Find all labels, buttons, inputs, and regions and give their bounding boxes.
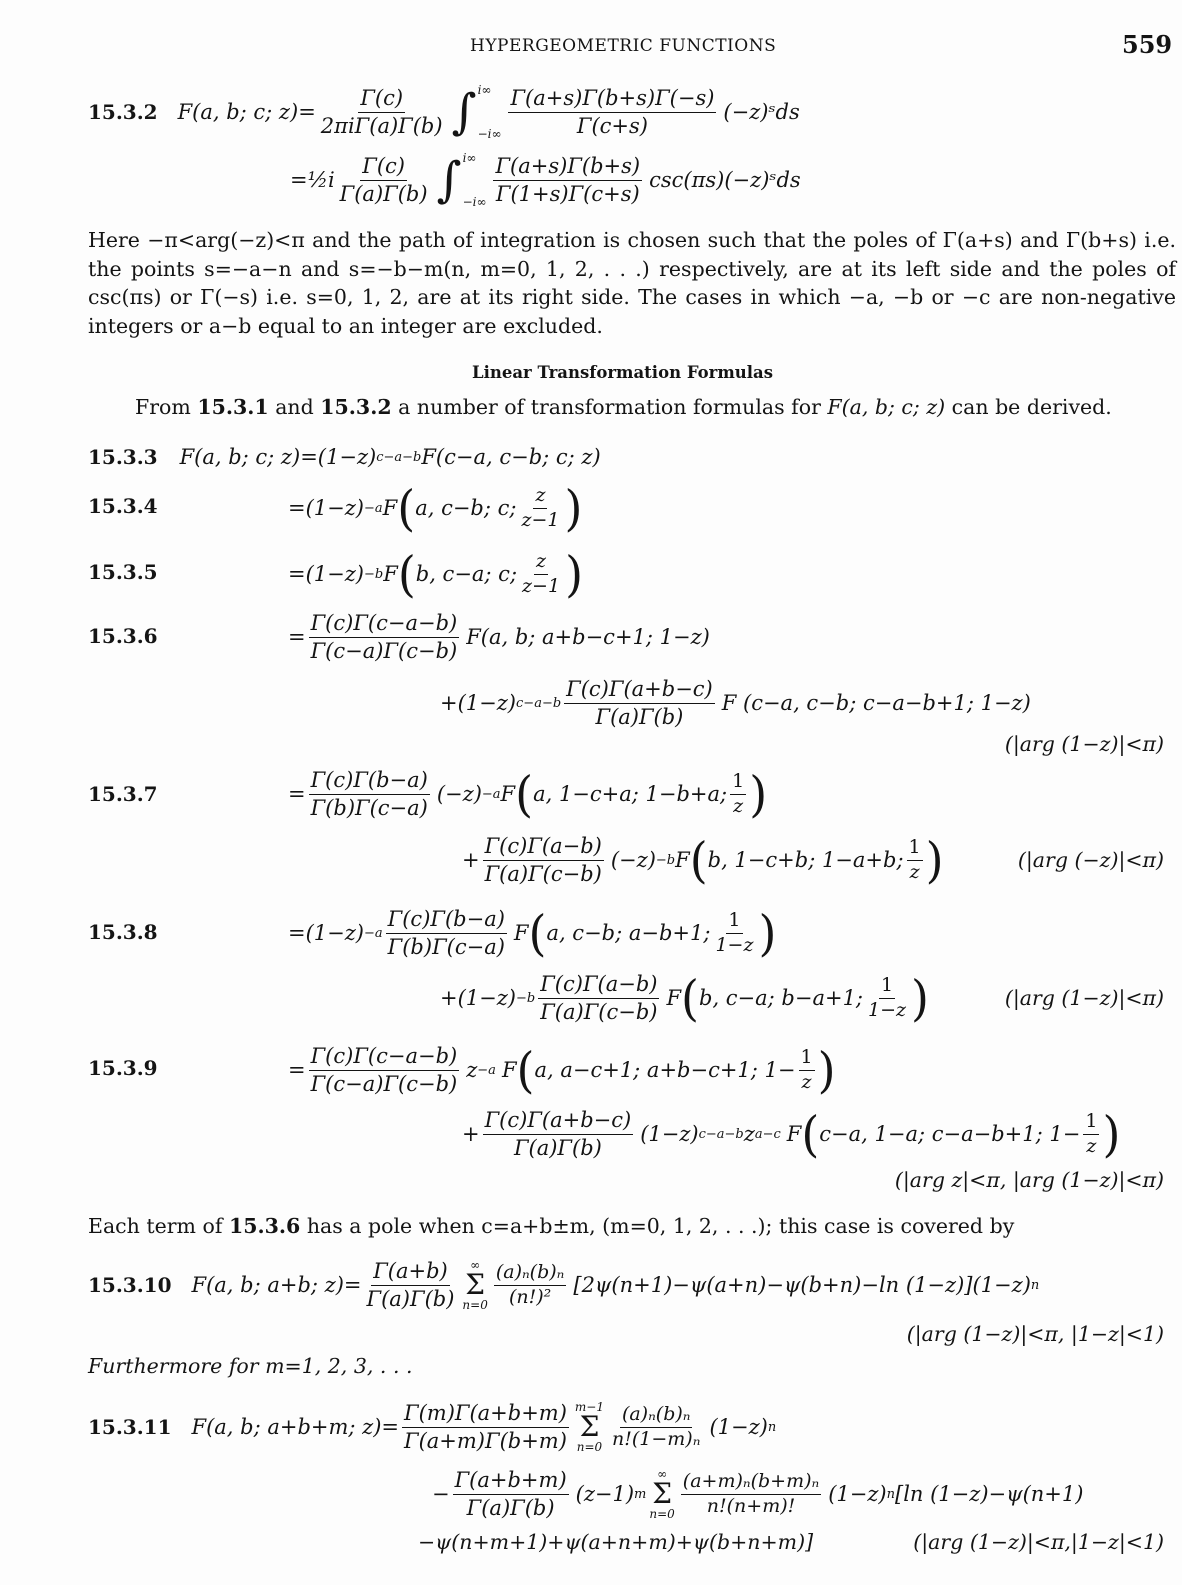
equation-15-3-8-line1: =(1−z) −a $\frac{\Gamma(c)\Gamma(b-a)}{\Gamma(b)\Gamma(c-a)}$ F ( a, c−b; a−b+1; $\frac{1}{1-z}$ )	[288, 904, 777, 962]
integral-sign-icon: ∫ i∞ −i∞	[451, 83, 502, 141]
series-term: $\frac{\text{(a)ₙ(b)ₙ}}{\text{n!(1−m)ₙ}}$	[612, 1402, 701, 1450]
gamma-ratio: $\frac{\Gamma(c)\Gamma(a-b)}{\Gamma(a)\Gamma(c-b)}$	[484, 834, 602, 886]
equation-number: 15.3.9	[88, 1056, 158, 1080]
series-term: $\frac{\text{(a+m)ₙ(b+m)ₙ}}{n!(n+m)!}$	[682, 1469, 820, 1517]
summation-icon: ∞ Σ n=0	[649, 1467, 675, 1521]
equation-15-3-4: =(1−z) −a F ( a, c−b; c; $\frac{z}{z-1}$ )	[288, 479, 583, 537]
argument-fraction: $\frac{1}{z}$	[732, 769, 745, 817]
equation-prefix: =½i	[290, 168, 335, 192]
equation-15-3-11-line2: − $\frac{\Gamma(a+b+m)}{\Gamma(a)\Gamma(b)}$ (z−1) m ∞ Σ n=0 $\frac{\text{(a+m)ₙ(b+m)ₙ}}{n!(n+m)!}$ (1−z) n [ln (1−z)−ψ(n+1)	[432, 1467, 1084, 1521]
gamma-ratio: $\frac{\Gamma(c)\Gamma(c-a-b)}{\Gamma(c-a)\Gamma(c-b)}$	[310, 1044, 458, 1096]
coefficient-fraction: $\frac{\Gamma(c)}{\Gamma(a)\Gamma(b)}$	[339, 154, 428, 206]
equation-number: 15.3.5	[88, 560, 158, 584]
series-term: $\frac{\text{(a)ₙ(b)ₙ}}{\text{(n!)²}}$	[495, 1260, 565, 1308]
exponent: c−a−b	[376, 449, 422, 465]
integrand-tail: csc(πs)(−z)ˢds	[649, 168, 801, 192]
integrand-fraction: $\frac{\Gamma(a+s)\Gamma(b+s)\Gamma(-s)}{\Gamma(c+s)}$	[510, 86, 715, 138]
integrand-tail: (−z)ˢds	[723, 100, 800, 124]
equation-15-3-6-line2: +(1−z) c−a−b $\frac{\Gamma(c)\Gamma(a+b-c)}{\Gamma(a)\Gamma(b)}$ F (c−a, c−b; c−a−b+1; 1−z)	[440, 677, 1031, 729]
paragraph-integration-path: Here −π<arg(−z)<π and the path of integration is chosen such that the poles of Γ(a+s) and Γ(b+s) i.e. the points s=−a−n and s=−b−m(n, m=0, 1, 2, . . .) respectively, are at its left side and the poles of csc(πs) or Γ(−s) i.e. s=0, 1, 2, are at its right side. The cases in which −a, −b or −c are non-negative integers or a−b equal to an integer are excluded.	[88, 228, 1176, 338]
equation-number: 15.3.6	[88, 624, 158, 648]
coefficient-fraction: $\frac{\Gamma(c)}{\text{2πiΓ(a)Γ(b)}}$	[320, 86, 443, 138]
equation-15-3-9-line1: = $\frac{\Gamma(c)\Gamma(c-a-b)}{\Gamma(c-a)\Gamma(c-b)}$ z −a F ( a, a−c+1; a+b−c+1; 1− $\frac{1}{z}$ )	[288, 1041, 836, 1099]
equation-rhs: =(1−z)	[300, 445, 377, 469]
gamma-ratio: $\frac{\Gamma(c)\Gamma(a+b-c)}{\Gamma(a)\Gamma(b)}$	[566, 677, 713, 729]
argument-fraction: $\frac{1}{1-z}$	[868, 973, 907, 1021]
equation-condition: (|arg (1−z)|<π)	[1004, 986, 1164, 1010]
summation-icon: ∞ Σ n=0	[462, 1258, 488, 1312]
section-title: Linear Transformation Formulas	[472, 363, 774, 382]
argument-fraction: $\frac{z}{z-1}$	[521, 483, 560, 531]
argument-fraction: $\frac{z}{z-1}$	[522, 549, 561, 597]
gamma-ratio: $\frac{\Gamma(a+b)}{\Gamma(a)\Gamma(b)}$	[366, 1259, 455, 1311]
argument-fraction: $\frac{1}{1-z}$	[715, 908, 754, 956]
integrand-fraction: $\frac{\Gamma(a+s)\Gamma(b+s)}{\Gamma(1+s)\Gamma(c+s)}$	[495, 154, 641, 206]
gamma-ratio: $\frac{\Gamma(c)\Gamma(a+b-c)}{\Gamma(a)\Gamma(b)}$	[484, 1108, 632, 1160]
equation-lhs: F(a, b; c; z)=	[177, 100, 316, 124]
equation-15-3-2-line2	[290, 148, 801, 212]
equation-number: 15.3.4	[88, 494, 158, 518]
gamma-ratio: $\frac{\Gamma(c)\Gamma(b-a)}{\Gamma(b)\Gamma(c-a)}$	[387, 907, 505, 959]
equation-tail: F(c−a, c−b; c; z)	[421, 445, 601, 469]
equation-condition: (|arg z|<π, |arg (1−z)|<π)	[894, 1168, 1164, 1192]
equation-15-3-11-line1: 15.3.11 F(a, b; a+b+m; z)= $\frac{\Gamma(m)\Gamma(a+b+m)}{\Gamma(a+m)\Gamma(b+m)}$ m−1 Σ n=0 $\frac{\text{(a)ₙ(b)ₙ}}{\text{n!(1−m)ₙ}}$ (1−z) n	[88, 1400, 777, 1454]
equation-number: 15.3.8	[88, 920, 158, 944]
equation-condition: (|arg (1−z)|<π)	[1004, 732, 1164, 756]
equation-15-3-7-line1: = $\frac{\Gamma(c)\Gamma(b-a)}{\Gamma(b)\Gamma(c-a)}$ (−z) −a F ( a, 1−c+a; 1−b+a; $\frac{1}{z}$ )	[288, 765, 768, 823]
paragraph-pole-case: Each term of 15.3.6 has a pole when c=a+b±m, (m=0, 1, 2, . . .); this case is covered by	[88, 1214, 1015, 1238]
equation-number: 15.3.11	[88, 1415, 172, 1439]
equation-condition: (|arg (−z)|<π)	[1017, 848, 1164, 872]
equation-15-3-8-line2: +(1−z) −b $\frac{\Gamma(c)\Gamma(a-b)}{\Gamma(a)\Gamma(c-b)}$ F ( b, c−a; b−a+1; $\frac{1}{1-z}$ )	[440, 969, 929, 1027]
equation-number: 15.3.7	[88, 782, 158, 806]
running-title: HYPERGEOMETRIC FUNCTIONS	[470, 36, 777, 56]
gamma-ratio: $\frac{\Gamma(c)\Gamma(b-a)}{\Gamma(b)\Gamma(c-a)}$	[310, 768, 428, 820]
gamma-ratio: $\frac{\Gamma(c)\Gamma(c-a-b)}{\Gamma(c-a)\Gamma(c-b)}$	[310, 611, 458, 663]
equation-15-3-2-line1	[88, 80, 800, 144]
equation-15-3-11-line3: −ψ(n+m+1)+ψ(a+n+m)+ψ(b+n+m)]	[418, 1530, 814, 1554]
equation-15-3-9-line2: + $\frac{\Gamma(c)\Gamma(a+b-c)}{\Gamma(a)\Gamma(b)}$ (1−z) c−a−b z a−c F ( c−a, 1−a; c−a−b+1; 1− $\frac{1}{z}$ )	[462, 1105, 1121, 1163]
equation-condition: (|arg (1−z)|<π,|1−z|<1)	[913, 1530, 1164, 1554]
gamma-ratio: $\frac{\Gamma(m)\Gamma(a+b+m)}{\Gamma(a+m)\Gamma(b+m)}$	[404, 1401, 567, 1453]
equation-15-3-5: =(1−z) −b F ( b, c−a; c; $\frac{z}{z-1}$ )	[288, 545, 584, 603]
equation-lhs: F(a, b; c; z)	[179, 445, 301, 469]
summation-icon: m−1 Σ n=0	[574, 1400, 604, 1454]
integral-sign-icon: ∫ i∞ −i∞	[436, 151, 487, 209]
equation-15-3-7-line2: + $\frac{\Gamma(c)\Gamma(a-b)}{\Gamma(a)\Gamma(c-b)}$ (−z) −b F ( b, 1−c+b; 1−a+b; $\frac{1}{z}$ )	[462, 831, 944, 889]
equation-15-3-10: 15.3.10 F(a, b; a+b; z)= $\frac{\Gamma(a+b)}{\Gamma(a)\Gamma(b)}$ ∞ Σ n=0 $\frac{\text{(a)ₙ(b)ₙ}}{\text{(n!)²}}$ [2ψ(n+1)−ψ(a+n)−ψ(b+n)−ln (1−z)](1−z) n	[88, 1258, 1040, 1312]
equation-number: 15.3.3	[88, 445, 158, 469]
argument-fraction: $\frac{1}{z}$	[800, 1045, 813, 1093]
gamma-ratio: $\frac{\Gamma(c)\Gamma(a-b)}{\Gamma(a)\Gamma(c-b)}$	[540, 972, 658, 1024]
paragraph-furthermore: Furthermore for m=1, 2, 3, . . .	[88, 1354, 413, 1378]
equation-number: 15.3.10	[88, 1273, 172, 1297]
equation-condition: (|arg (1−z)|<π, |1−z|<1)	[906, 1322, 1164, 1346]
page-number: 559	[1122, 30, 1173, 59]
argument-fraction: $\frac{1}{z}$	[1085, 1109, 1098, 1157]
equation-15-3-6-line1: = $\frac{\Gamma(c)\Gamma(c-a-b)}{\Gamma(c-a)\Gamma(c-b)}$ F(a, b; a+b−c+1; 1−z)	[288, 611, 710, 663]
equation-15-3-3	[88, 440, 601, 474]
equation-number: 15.3.2	[88, 100, 158, 124]
intro-sentence: From 15.3.1 and 15.3.2 a number of transformation formulas for F(a, b; c; z) can be derived.	[135, 395, 1112, 419]
gamma-ratio: $\frac{\Gamma(a+b+m)}{\Gamma(a)\Gamma(b)}$	[454, 1468, 567, 1520]
argument-fraction: $\frac{1}{z}$	[908, 835, 921, 883]
